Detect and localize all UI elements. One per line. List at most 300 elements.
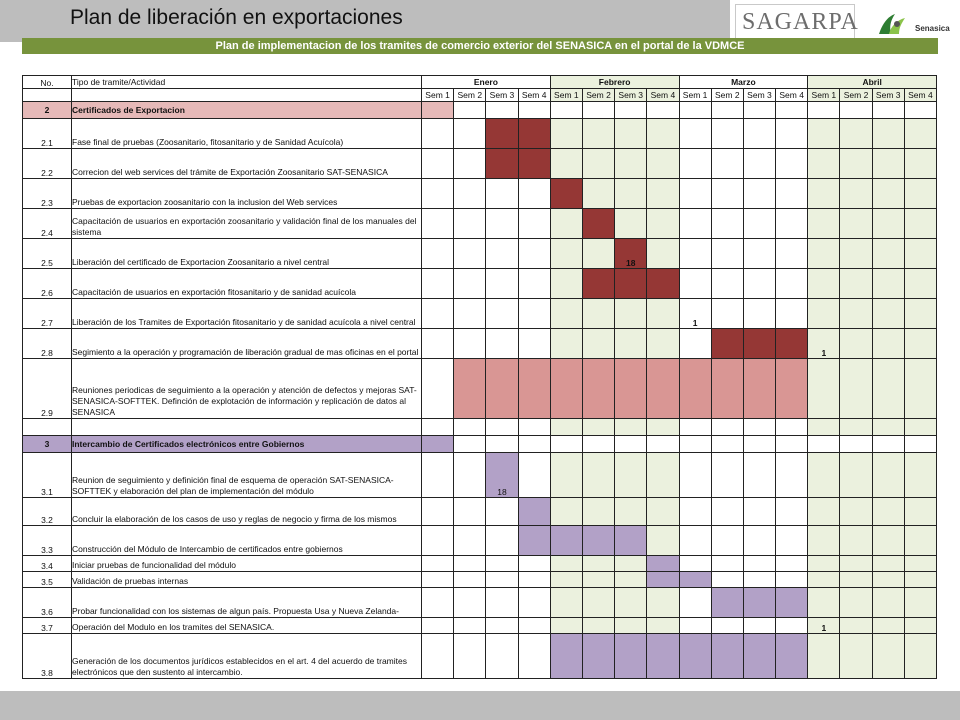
activity-number: 2.6 (23, 269, 72, 299)
gantt-cell (582, 329, 614, 359)
gantt-cell (904, 419, 936, 436)
gantt-cell (647, 269, 679, 299)
header-row-weeks (23, 89, 937, 102)
gantt-cell (647, 419, 679, 436)
gantt-cell (550, 419, 582, 436)
gantt-cell (550, 618, 582, 634)
gantt-cell (486, 359, 518, 419)
activity-label: Liberación de los Tramites de Exportación fitosanitario y de sanidad acuícola a nivel central (72, 299, 422, 329)
gantt-cell (776, 329, 808, 359)
gantt-cell (454, 618, 486, 634)
sagarpa-logo-text: SAGARPA (742, 9, 859, 35)
activity-label (72, 419, 422, 436)
gantt-cell (808, 149, 840, 179)
section-title: Intercambio de Certificados electrónicos entre Gobiernos (72, 436, 422, 453)
gantt-cell (840, 149, 872, 179)
gantt-cell (615, 498, 647, 526)
gantt-cell (679, 419, 711, 436)
gantt-cell (808, 526, 840, 556)
gantt-cell (776, 453, 808, 498)
sagarpa-logo (735, 4, 859, 40)
gantt-cell (743, 526, 775, 556)
gantt-cell (711, 588, 743, 618)
gantt-cell (840, 419, 872, 436)
gantt-cell (776, 269, 808, 299)
activity-row (23, 419, 937, 436)
gantt-cell (550, 453, 582, 498)
activity-row (23, 572, 937, 588)
activity-label: Capacitación de usuarios en exportación fitosanitario y de sanidad acuícola (72, 269, 422, 299)
gantt-cell (454, 436, 486, 453)
gantt-cell (776, 239, 808, 269)
gantt-cell (743, 299, 775, 329)
gantt-cell (518, 436, 550, 453)
gantt-cell (550, 588, 582, 618)
gantt-cell (711, 634, 743, 679)
gantt-cell (422, 419, 454, 436)
gantt-cell (679, 149, 711, 179)
milestone-marker: 1 (808, 329, 840, 359)
gantt-cell (422, 526, 454, 556)
gantt-cell (550, 556, 582, 572)
gantt-cell (647, 149, 679, 179)
gantt-cell (872, 453, 904, 498)
activity-row (23, 359, 937, 419)
gantt-cell (743, 634, 775, 679)
gantt-cell (776, 119, 808, 149)
gantt-cell (743, 588, 775, 618)
gantt-cell (422, 453, 454, 498)
gantt-cell (679, 119, 711, 149)
footer-bar (0, 691, 960, 720)
gantt-cell (711, 299, 743, 329)
gantt-cell (454, 119, 486, 149)
gantt-cell (743, 149, 775, 179)
gantt-cell (776, 209, 808, 239)
gantt-cell (582, 498, 614, 526)
section-number: 3 (23, 436, 72, 453)
gantt-cell (679, 329, 711, 359)
gantt-cell (550, 269, 582, 299)
gantt-cell (872, 359, 904, 419)
activity-number: 2.3 (23, 179, 72, 209)
gantt-cell (615, 588, 647, 618)
activity-label: Iniciar pruebas de funcionalidad del módulo (72, 556, 422, 572)
gantt-cell (518, 419, 550, 436)
gantt-cell (582, 209, 614, 239)
gantt-cell (582, 419, 614, 436)
gantt-cell (647, 618, 679, 634)
gantt-cell (550, 359, 582, 419)
activity-row (23, 618, 937, 634)
activity-label: Operación del Modulo en los tramites del SENASICA. (72, 618, 422, 634)
gantt-cell (904, 556, 936, 572)
gantt-cell (904, 239, 936, 269)
gantt-cell (454, 102, 486, 119)
gantt-cell (615, 634, 647, 679)
gantt-cell (582, 436, 614, 453)
gantt-cell (904, 526, 936, 556)
activity-row (23, 329, 937, 359)
gantt-cell (904, 453, 936, 498)
gantt-cell (550, 498, 582, 526)
gantt-cell (486, 269, 518, 299)
gantt-cell (711, 526, 743, 556)
gantt-cell (550, 102, 582, 119)
gantt-cell (486, 149, 518, 179)
gantt-cell (711, 618, 743, 634)
gantt-cell (422, 498, 454, 526)
col-header-no: No. (23, 76, 72, 89)
gantt-cell (422, 572, 454, 588)
gantt-cell (808, 556, 840, 572)
gantt-cell (808, 498, 840, 526)
senasica-seal-icon (875, 12, 909, 38)
gantt-cell (647, 634, 679, 679)
gantt-cell (840, 239, 872, 269)
gantt-cell (872, 634, 904, 679)
gantt-cell (776, 359, 808, 419)
week-header: Sem 2 (711, 89, 743, 102)
gantt-cell (808, 436, 840, 453)
gantt-cell (679, 436, 711, 453)
week-header: Sem 3 (486, 89, 518, 102)
activity-number: 2.5 (23, 239, 72, 269)
gantt-cell (840, 572, 872, 588)
gantt-cell (840, 634, 872, 679)
activity-number: 3.6 (23, 588, 72, 618)
gantt-cell (518, 239, 550, 269)
gantt-cell (679, 269, 711, 299)
gantt-cell (615, 299, 647, 329)
gantt-cell (711, 269, 743, 299)
gantt-cell (776, 179, 808, 209)
gantt-cell (647, 179, 679, 209)
gantt-cell (486, 299, 518, 329)
gantt-cell (679, 209, 711, 239)
week-header: Sem 1 (550, 89, 582, 102)
gantt-cell (615, 618, 647, 634)
gantt-cell (615, 269, 647, 299)
gantt-cell (454, 572, 486, 588)
gantt-cell (840, 526, 872, 556)
gantt-cell (518, 526, 550, 556)
gantt-cell (647, 329, 679, 359)
gantt-cell (486, 179, 518, 209)
gantt-cell (615, 329, 647, 359)
gantt-cell (454, 419, 486, 436)
activity-number: 3.5 (23, 572, 72, 588)
gantt-cell (679, 102, 711, 119)
gantt-cell (776, 526, 808, 556)
gantt-cell (518, 179, 550, 209)
gantt-cell (711, 572, 743, 588)
gantt-cell (454, 329, 486, 359)
gantt-cell (872, 436, 904, 453)
gantt-cell (518, 572, 550, 588)
gantt-cell (840, 329, 872, 359)
activity-label: Validación de pruebas internas (72, 572, 422, 588)
gantt-cell (840, 556, 872, 572)
gantt-cell (904, 102, 936, 119)
gantt-cell (840, 209, 872, 239)
gantt-cell (904, 299, 936, 329)
gantt-cell (872, 618, 904, 634)
gantt-cell (776, 102, 808, 119)
gantt-cell (615, 209, 647, 239)
gantt-cell (518, 588, 550, 618)
activity-label: Capacitación de usuarios en exportación zoosanitario y validación final de los manuales del sistema (72, 209, 422, 239)
activity-row (23, 453, 937, 498)
gantt-cell (454, 239, 486, 269)
gantt-cell (518, 634, 550, 679)
gantt-cell (679, 572, 711, 588)
gantt-cell (486, 498, 518, 526)
gantt-cell (808, 453, 840, 498)
gantt-cell (743, 556, 775, 572)
plan-banner: Plan de implementacion de los tramites de comercio exterior del SENASICA en el portal de la VDMCE (22, 38, 938, 54)
gantt-cell (711, 149, 743, 179)
activity-number: 3.3 (23, 526, 72, 556)
gantt-cell (711, 556, 743, 572)
week-header: Sem 1 (679, 89, 711, 102)
section-number: 2 (23, 102, 72, 119)
gantt-cell (582, 618, 614, 634)
gantt-cell (518, 102, 550, 119)
gantt-cell (550, 329, 582, 359)
gantt-cell (776, 419, 808, 436)
activity-number: 3.2 (23, 498, 72, 526)
gantt-cell (679, 526, 711, 556)
activity-row (23, 498, 937, 526)
section-title: Certificados de Exportacion (72, 102, 422, 119)
week-header: Sem 2 (582, 89, 614, 102)
activity-row (23, 556, 937, 572)
gantt-cell (679, 634, 711, 679)
gantt-cell (743, 209, 775, 239)
gantt-cell (872, 119, 904, 149)
gantt-cell (872, 102, 904, 119)
activity-number: 2.9 (23, 359, 72, 419)
week-header: Sem 4 (904, 89, 936, 102)
gantt-cell (550, 526, 582, 556)
milestone-marker: 18 (486, 453, 518, 498)
gantt-cell (454, 209, 486, 239)
gantt-cell (840, 119, 872, 149)
gantt-cell (486, 436, 518, 453)
activity-number: 3.7 (23, 618, 72, 634)
gantt-cell (743, 453, 775, 498)
gantt-cell (840, 299, 872, 329)
gantt-cell (582, 102, 614, 119)
section-row (23, 436, 937, 453)
gantt-cell (615, 419, 647, 436)
milestone-marker: 18 (615, 239, 647, 269)
gantt-cell (711, 119, 743, 149)
gantt-cell (647, 299, 679, 329)
gantt-cell (454, 588, 486, 618)
gantt-cell (776, 299, 808, 329)
activity-row (23, 299, 937, 329)
gantt-cell (518, 453, 550, 498)
gantt-cell (454, 526, 486, 556)
month-header: Febrero (550, 76, 679, 89)
section-row (23, 102, 937, 119)
gantt-cell (808, 572, 840, 588)
gantt-cell (776, 634, 808, 679)
gantt-cell (743, 119, 775, 149)
activity-number: 2.2 (23, 149, 72, 179)
activity-label: Fase final de pruebas (Zoosanitario, fitosanitario y de Sanidad Acuícola) (72, 119, 422, 149)
gantt-cell (743, 329, 775, 359)
gantt-cell (808, 269, 840, 299)
gantt-cell (518, 209, 550, 239)
gantt-cell (743, 498, 775, 526)
gantt-cell (808, 634, 840, 679)
gantt-cell (904, 436, 936, 453)
gantt-cell (776, 436, 808, 453)
gantt-cell (422, 634, 454, 679)
senasica-logo-text: Senasica (915, 24, 950, 33)
activity-label: Reunion de seguimiento y definición final de esquema de operación SAT-SENASICA-SOFTTEK y elaboración del plan de implementación del módulo (72, 453, 422, 498)
gantt-cell (872, 209, 904, 239)
gantt-cell (550, 209, 582, 239)
gantt-cell (840, 618, 872, 634)
gantt-cell (422, 269, 454, 299)
gantt-cell (486, 119, 518, 149)
gantt-cell (647, 498, 679, 526)
activity-row (23, 239, 937, 269)
gantt-cell (582, 119, 614, 149)
gantt-cell (840, 453, 872, 498)
gantt-cell (647, 588, 679, 618)
gantt-cell (711, 359, 743, 419)
activity-row (23, 149, 937, 179)
activity-label: Liberación del certificado de Exportacion Zoosanitario a nivel central (72, 239, 422, 269)
week-header: Sem 4 (518, 89, 550, 102)
week-header: Sem 2 (840, 89, 872, 102)
gantt-cell (486, 239, 518, 269)
gantt-cell (582, 572, 614, 588)
gantt-cell (743, 359, 775, 419)
gantt-cell (904, 329, 936, 359)
gantt-cell (808, 209, 840, 239)
header-row-months (23, 76, 937, 89)
gantt-cell (679, 498, 711, 526)
gantt-cell (615, 556, 647, 572)
gantt-cell (615, 102, 647, 119)
gantt-cell (711, 239, 743, 269)
gantt-cell (486, 329, 518, 359)
gantt-cell (808, 179, 840, 209)
gantt-cell (776, 618, 808, 634)
gantt-cell (582, 299, 614, 329)
gantt-cell (518, 359, 550, 419)
gantt-cell (615, 526, 647, 556)
gantt-cell (422, 329, 454, 359)
gantt-cell (776, 498, 808, 526)
gantt-cell (486, 102, 518, 119)
milestone-marker: 1 (808, 618, 840, 634)
gantt-cell (550, 179, 582, 209)
month-header: Marzo (679, 76, 808, 89)
gantt-cell (518, 119, 550, 149)
gantt-cell (422, 436, 454, 453)
gantt-cell (872, 572, 904, 588)
gantt-cell (486, 634, 518, 679)
col-header-activity: Tipo de tramite/Actividad (72, 76, 422, 89)
activity-label: Correcion del web services del trámite de Exportación Zoosanitario SAT-SENASICA (72, 149, 422, 179)
page-title: Plan de liberación en exportaciones (70, 6, 403, 29)
gantt-cell (647, 436, 679, 453)
gantt-cell (776, 149, 808, 179)
gantt-cell (679, 179, 711, 209)
gantt-cell (422, 209, 454, 239)
gantt-cell (840, 436, 872, 453)
gantt-cell (743, 419, 775, 436)
activity-label: Construcción del Módulo de Intercambio de certificados entre gobiernos (72, 526, 422, 556)
gantt-cell (872, 419, 904, 436)
gantt-cell (904, 498, 936, 526)
gantt-cell (454, 453, 486, 498)
activity-row (23, 526, 937, 556)
gantt-cell (582, 269, 614, 299)
gantt-cell (872, 526, 904, 556)
gantt-cell (582, 149, 614, 179)
activity-label: Reuniones periodicas de seguimiento a la operación y atención de defectos y mejoras SAT-SENASICA-SOFTTEK. Definción de explotación de información y replicación de datos al SENASICA (72, 359, 422, 419)
gantt-cell (904, 359, 936, 419)
gantt-cell (904, 634, 936, 679)
gantt-cell (711, 209, 743, 239)
month-header: Enero (422, 76, 551, 89)
gantt-cell (615, 359, 647, 419)
gantt-cell (582, 634, 614, 679)
gantt-cell (904, 209, 936, 239)
gantt-cell (679, 359, 711, 419)
gantt-cell (711, 179, 743, 209)
activity-row (23, 588, 937, 618)
gantt-cell (615, 119, 647, 149)
gantt-cell (711, 453, 743, 498)
gantt-cell (582, 556, 614, 572)
gantt-cell (743, 436, 775, 453)
week-header: Sem 1 (422, 89, 454, 102)
gantt-cell (840, 359, 872, 419)
gantt-cell (422, 556, 454, 572)
week-header: Sem 4 (776, 89, 808, 102)
gantt-cell (486, 209, 518, 239)
gantt-cell (486, 572, 518, 588)
gantt-cell (776, 572, 808, 588)
gantt-cell (872, 329, 904, 359)
gantt-cell (904, 119, 936, 149)
gantt-cell (647, 239, 679, 269)
gantt-cell (711, 498, 743, 526)
activity-row (23, 119, 937, 149)
gantt-cell (518, 329, 550, 359)
week-header: Sem 3 (872, 89, 904, 102)
gantt-cell (647, 453, 679, 498)
activity-number: 3.1 (23, 453, 72, 498)
gantt-cell (647, 209, 679, 239)
gantt-cell (486, 588, 518, 618)
gantt-cell (872, 149, 904, 179)
gantt-cell (647, 572, 679, 588)
gantt-cell (679, 588, 711, 618)
gantt-cell (422, 359, 454, 419)
gantt-cell (904, 269, 936, 299)
gantt-cell (743, 572, 775, 588)
